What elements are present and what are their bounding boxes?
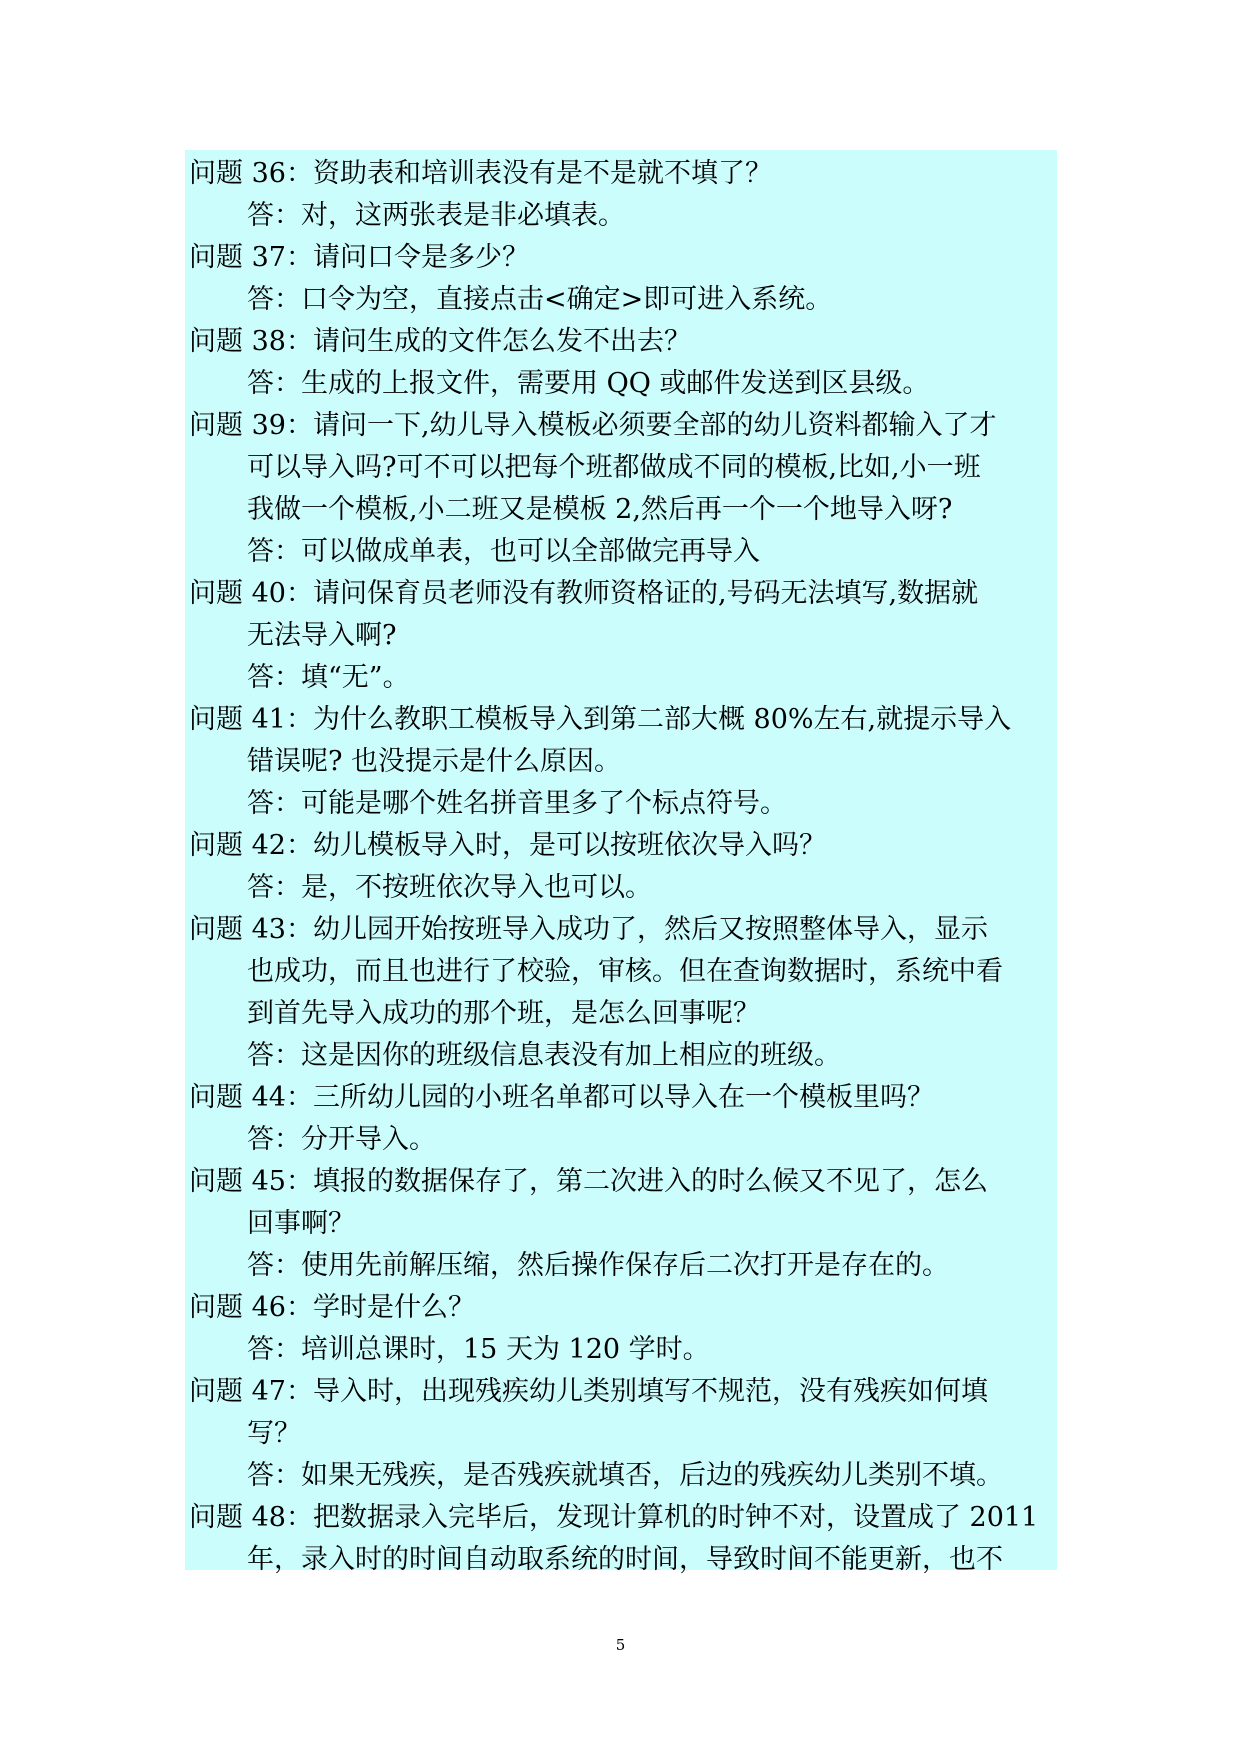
answer-42: 答：是，不按班依次导入也可以。 — [247, 872, 652, 903]
answer-46: 答：培训总课时，15 天为 120 学时。 — [247, 1334, 710, 1365]
answer-44: 答：分开导入。 — [247, 1124, 436, 1155]
answer-43: 答：这是因你的班级信息表没有加上相应的班级。 — [247, 1040, 841, 1071]
question-47-continued: 写？ — [247, 1418, 301, 1449]
answer-38: 答：生成的上报文件，需要用 QQ 或邮件发送到区县级。 — [247, 368, 930, 399]
question-37: 问题 37：请问口令是多少？ — [189, 242, 529, 273]
question-39-continued: 可以导入吗?可不可以把每个班都做成不同的模板,比如,小一班 — [247, 452, 981, 483]
question-40-continued: 无法导入啊? — [247, 620, 397, 651]
question-48-continued: 年，录入时的时间自动取系统的时间，导致时间不能更新，也不 — [247, 1544, 1003, 1575]
question-38: 问题 38：请问生成的文件怎么发不出去？ — [189, 326, 691, 357]
answer-45: 答：使用先前解压缩，然后操作保存后二次打开是存在的。 — [247, 1250, 949, 1281]
question-36: 问题 36：资助表和培训表没有是不是就不填了？ — [189, 158, 772, 189]
question-42: 问题 42：幼儿模板导入时，是可以按班依次导入吗？ — [189, 830, 826, 861]
qa-highlight-block — [185, 150, 1057, 1575]
question-41-continued: 错误呢? 也没提示是什么原因。 — [247, 746, 622, 777]
question-46: 问题 46：学时是什么？ — [189, 1292, 475, 1323]
question-45: 问题 45：填报的数据保存了，第二次进入的时么候又不见了，怎么 — [189, 1166, 988, 1197]
question-48: 问题 48：把数据录入完毕后，发现计算机的时钟不对，设置成了 2011 — [189, 1502, 1039, 1533]
question-43: 问题 43：幼儿园开始按班导入成功了，然后又按照整体导入，显示 — [189, 914, 988, 945]
question-44: 问题 44：三所幼儿园的小班名单都可以导入在一个模板里吗？ — [189, 1082, 934, 1113]
question-39: 问题 39：请问一下,幼儿导入模板必须要全部的幼儿资料都输入了才 — [189, 410, 997, 441]
answer-47: 答：如果无残疾，是否残疾就填否，后边的残疾幼儿类别不填。 — [247, 1460, 1003, 1491]
question-40: 问题 40：请问保育员老师没有教师资格证的,号码无法填写,数据就 — [189, 578, 979, 609]
answer-41: 答：可能是哪个姓名拼音里多了个标点符号。 — [247, 788, 787, 819]
question-47: 问题 47：导入时，出现残疾幼儿类别填写不规范，没有残疾如何填 — [189, 1376, 988, 1407]
page-number: 5 — [615, 1636, 626, 1654]
question-39-continued: 我做一个模板,小二班又是模板 2,然后再一个一个地导入呀? — [247, 494, 953, 525]
question-43-continued: 也成功，而且也进行了校验，审核。但在查询数据时，系统中看 — [247, 956, 1003, 987]
answer-39: 答：可以做成单表，也可以全部做完再导入 — [247, 536, 760, 567]
question-43-continued: 到首先导入成功的那个班，是怎么回事呢？ — [247, 998, 760, 1029]
answer-40: 答：填“无”。 — [247, 662, 410, 693]
answer-37: 答：口令为空，直接点击<确定>即可进入系统。 — [247, 284, 833, 315]
answer-36: 答：对，这两张表是非必填表。 — [247, 200, 625, 231]
question-45-continued: 回事啊？ — [247, 1208, 355, 1239]
question-41: 问题 41：为什么教职工模板导入到第二部大概 80%左右,就提示导入 — [189, 704, 1012, 735]
